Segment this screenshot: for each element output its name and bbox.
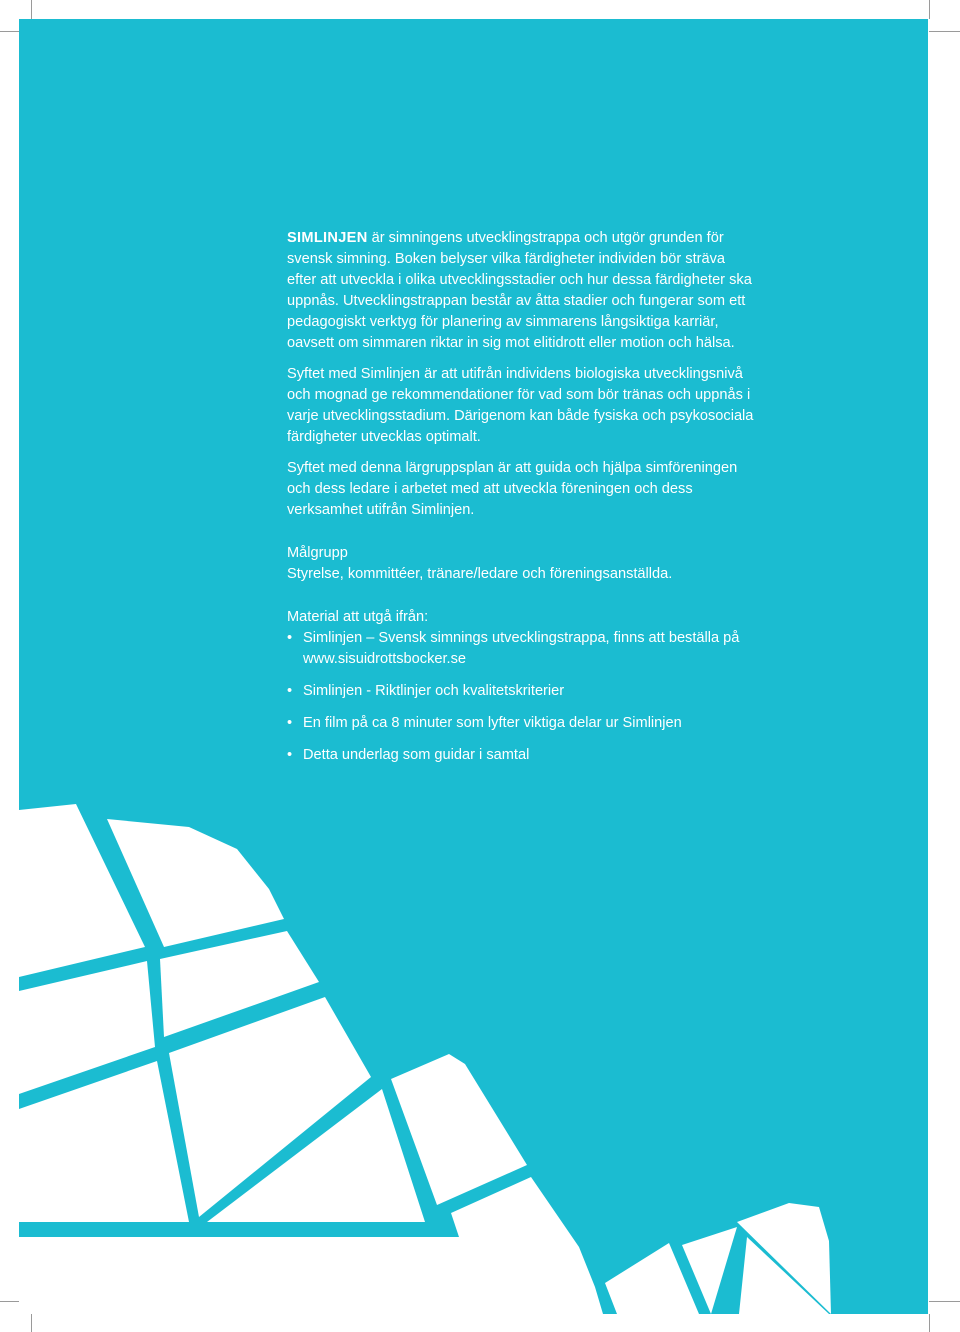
list-item: • Simlinjen – Svensk simnings utvecklingstrappa, finns att beställa på www.sisuidrottsbocker.se <box>287 628 757 670</box>
crop-mark <box>929 1314 930 1332</box>
purpose-paragraph: Syftet med Simlinjen är att utifrån individens biologiska utvecklingsnivå och mognad ge rekommendationer för vad som bör tränas och uppnås i varje utvecklingsstadium. Därigenom kan både fysiska och psykosociala färdigheter utvecklas optimalt. <box>287 366 754 445</box>
list-item: • En film på ca 8 minuter som lyfter viktiga delar ur Simlinjen <box>287 713 757 734</box>
materials-list <box>287 628 757 766</box>
target-group-heading: Målgrupp <box>287 545 348 561</box>
stair-segment <box>605 1243 699 1314</box>
intro-text: är simningens utvecklingstrappa och utgör grunden för svensk simning. Boken belyser vilka färdigheter individen bör sträva efter att utveckla i olika utvecklingsstadier och hur dessa färdigheter ska uppnås. Utvecklingstrappan består av åtta stadier och fungerar som ett pedagogiskt verktyg för planering av simmarens långsiktiga karriär, oavsett om simmaren riktar in sig mot elitidrott eller motion och hälsa. <box>287 230 752 351</box>
simlinjen-lead: SIMLINJEN <box>287 230 368 246</box>
crop-mark <box>0 1301 19 1302</box>
crop-mark <box>31 0 32 19</box>
list-item: • Detta underlag som guidar i samtal <box>287 745 757 766</box>
materials-heading: Material att utgå ifrån: <box>287 609 429 625</box>
list-item: • Simlinjen - Riktlinjer och kvalitetskriterier <box>287 681 757 702</box>
crop-mark <box>0 31 19 32</box>
crop-mark <box>31 1314 32 1332</box>
target-group-text: Styrelse, kommittéer, tränare/ledare och föreningsanställda. <box>287 566 673 582</box>
page-content <box>287 228 757 777</box>
crop-mark <box>929 1301 960 1302</box>
crop-mark <box>929 31 960 32</box>
crop-mark <box>929 0 930 19</box>
plan-paragraph: Syftet med denna lärgruppsplan är att guida och hjälpa simföreningen och dess ledare i arbetet med att utveckla föreningen och dess verksamhet utifrån Simlinjen. <box>287 460 738 518</box>
intro-paragraph <box>287 228 757 354</box>
